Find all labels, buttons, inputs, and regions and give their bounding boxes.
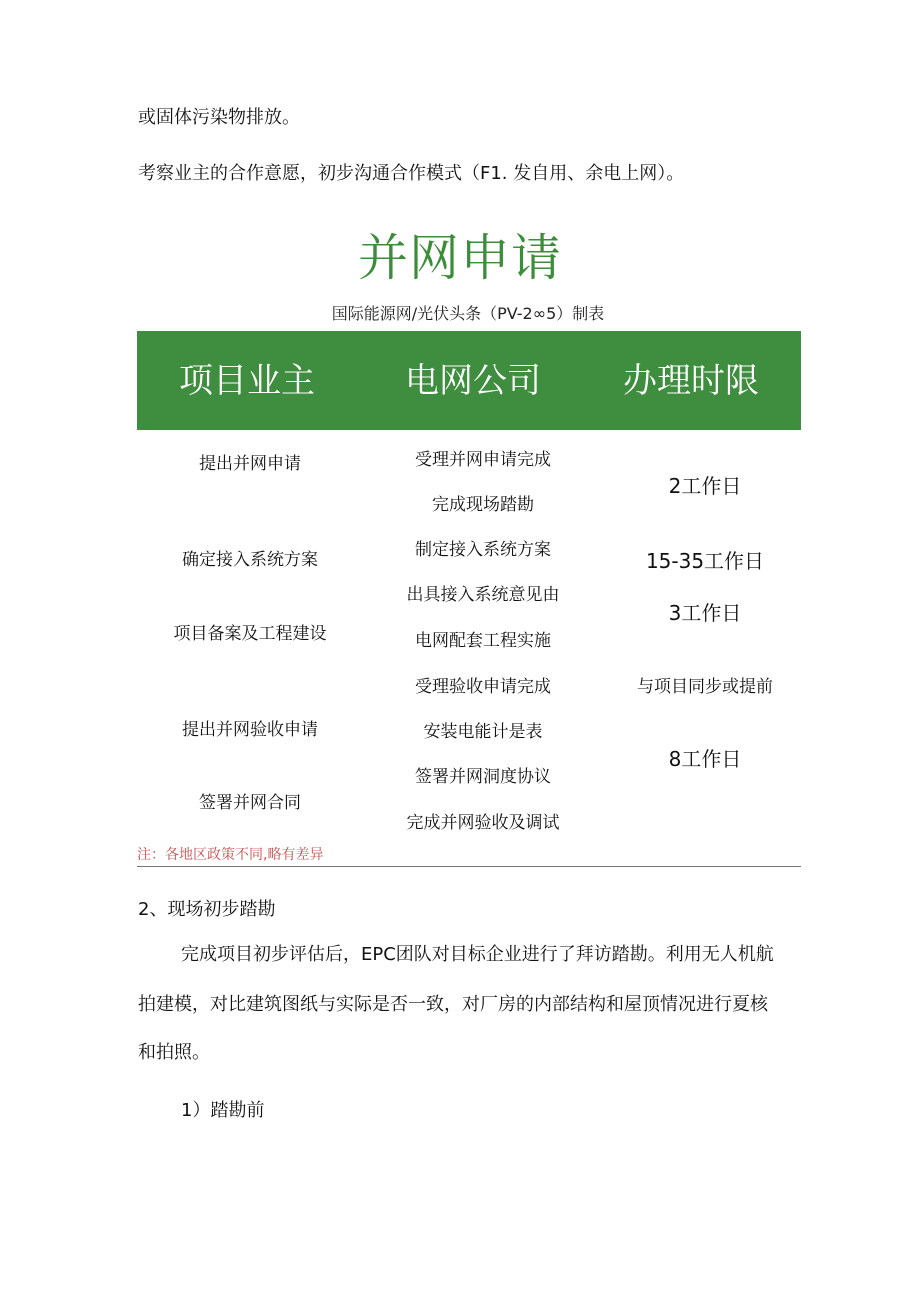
time-limit: 2工作日 (668, 474, 742, 498)
owner-step: 提出并网验收申请 (182, 720, 318, 740)
section-paragraph-line-2: 拍建模，对比建筑图纸与实际是否一致，对厂房的内部结构和屋顶情况进行夏核 (138, 994, 768, 1015)
intro-line-1: 或固体污染物排放。 (138, 107, 300, 128)
time-limit: 15-35工作日 (645, 549, 765, 573)
table-note: 注：各地区政策不同,略有差异 (137, 847, 324, 863)
time-limit: 3工作日 (668, 601, 742, 625)
grid-step: 完成现场踏勘 (432, 495, 534, 515)
grid-step: 电网配套工程实施 (415, 631, 551, 651)
grid-step: 完成并网验收及调试 (406, 813, 560, 833)
owner-step: 签署并网合同 (199, 793, 301, 813)
grid-step: 受理验收申请完成 (415, 677, 551, 697)
header-grid-company: 电网公司 (405, 361, 541, 401)
grid-step: 制定接入系统方案 (415, 540, 551, 560)
owner-step: 提出并网申请 (199, 454, 301, 474)
owner-step: 确定接入系统方案 (182, 550, 318, 570)
intro-line-2: 考察业主的合作意愿，初步沟通合作模式（F1. 发自用、余电上网）。 (138, 163, 685, 184)
sub-heading: 1）踏勘前 (181, 1100, 265, 1121)
figure-title: 并网申请 (358, 229, 562, 287)
time-limit: 与项目同步或提前 (637, 677, 773, 697)
owner-step: 项目备案及工程建设 (173, 624, 327, 644)
time-limit: 8工作日 (668, 747, 742, 771)
grid-step: 安装电能计是表 (423, 722, 543, 742)
header-owner: 项目业主 (179, 361, 315, 401)
grid-step: 出具接入系统意见由 (406, 585, 560, 605)
grid-step: 受理并网申请完成 (415, 450, 551, 470)
section-heading: 2、现场初步踏勘 (138, 899, 276, 920)
table-header (137, 331, 801, 430)
header-time-limit: 办理时限 (623, 361, 759, 401)
figure-subtitle: 国际能源网/光伏头条（PV-2∞5）制表 (331, 304, 605, 323)
divider (137, 866, 801, 867)
grid-step: 签署并网洞度协议 (415, 767, 551, 787)
section-paragraph-line-3: 和拍照。 (138, 1042, 210, 1063)
section-paragraph-line-1: 完成项目初步评估后，EPC团队对目标企业进行了拜访踏勘。利用无人机航 (181, 944, 774, 965)
